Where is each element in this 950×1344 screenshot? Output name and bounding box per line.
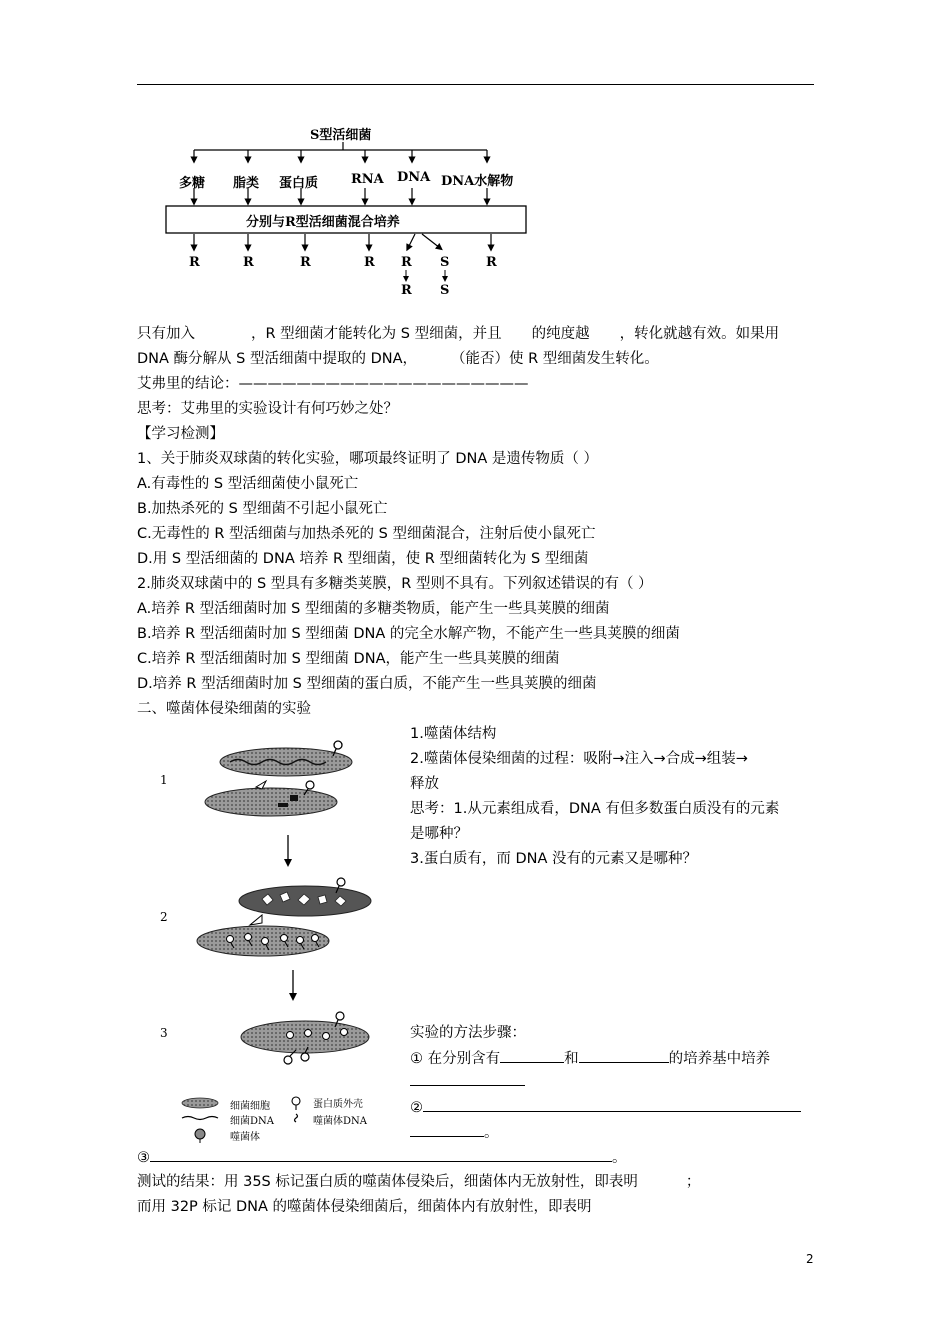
page-number: 2 <box>806 1252 814 1266</box>
legend-phage: 噬菌体 <box>230 1132 260 1143</box>
phage-structure-heading: 1.噬菌体结构 <box>410 726 497 742</box>
component-dna: DNA <box>397 170 431 185</box>
component-polysaccharide: 多糖 <box>179 176 206 191</box>
blank-field[interactable] <box>423 1096 801 1112</box>
legend-protein-coat: 蛋白质外壳 <box>313 1099 363 1110</box>
section2-heading: 二、噬菌体侵染细菌的实验 <box>137 701 311 717</box>
component-dna-hydrolysate: DNA水解物 <box>441 174 514 189</box>
result-label: R <box>243 255 254 270</box>
q2-stem: 2.肺炎双球菌中的 S 型具有多糖类荚膜，R 型则不具有。下列叙述错误的有（ ） <box>137 576 653 592</box>
protein-element-question: 3.蛋白质有，而 DNA 没有的元素又是哪种？ <box>410 851 697 867</box>
result-32p: 而用 32P 标记 DNA 的噬菌体侵染细菌后，细菌体内有放射性，即表明 <box>137 1199 592 1215</box>
result-label: S <box>440 283 450 298</box>
result-label: R <box>401 283 412 298</box>
component-lipid: 脂类 <box>233 176 260 191</box>
q1-stem: 1、关于肺炎双球菌的转化实验，哪项最终证明了 DNA 是遗传物质（ ） <box>137 451 598 467</box>
result-label: R <box>486 255 497 270</box>
result-35s: 测试的结果：用 35S 标记蛋白质的噬菌体侵染后，细菌体内无放射性，即表明 ； <box>137 1174 701 1190</box>
stage-number: 2 <box>160 910 168 924</box>
process-label: 分别与R型活细菌混合培养 <box>246 215 400 230</box>
component-protein: 蛋白质 <box>279 176 319 191</box>
blank-field[interactable] <box>150 1146 612 1162</box>
stage-number: 1 <box>160 773 168 787</box>
think-question: 思考：艾弗里的实验设计有何巧妙之处？ <box>137 401 398 417</box>
result-label: R <box>300 255 311 270</box>
result-label: R <box>401 255 412 270</box>
q1-option-c: C.无毒性的 R 型活细菌与加热杀死的 S 型细菌混合，注射后使小鼠死亡 <box>137 526 596 542</box>
method-step-3: ③ 。 <box>137 1146 627 1169</box>
infection-process-cont: 释放 <box>410 776 439 792</box>
q2-option-c: C.培养 R 型活细菌时加 S 型细菌 DNA，能产生一些具荚膜的细菌 <box>137 651 560 667</box>
method-step-2-cont: 。 <box>410 1121 499 1144</box>
avery-conclusion: 艾弗里的结论：———————————————————— <box>137 376 529 392</box>
q2-option-d: D.培养 R 型活细菌时加 S 型细菌的蛋白质，不能产生一些具荚膜的细菌 <box>137 676 597 692</box>
result-label: R <box>189 255 200 270</box>
method-step-1-cont <box>410 1070 525 1093</box>
method-title: 实验的方法步骤： <box>410 1025 526 1041</box>
component-rna: RNA <box>351 172 384 187</box>
legend-phage-dna: 噬菌体DNA <box>313 1116 367 1127</box>
q2-option-b: B.培养 R 型活细菌时加 S 型细菌 DNA 的完全水解产物，不能产生一些具荚膜的细菌 <box>137 626 680 642</box>
result-label: S <box>440 255 450 270</box>
paragraph-dnase: DNA 酶分解从 S 型活细菌中提取的 DNA， （能否）使 R 型细菌发生转化。 <box>137 351 659 367</box>
header-rule <box>137 84 814 85</box>
paragraph-transformation: 只有加入 ，R 型细菌才能转化为 S 型细菌，并且 的纯度越 ，转化就越有效。如果用 <box>137 326 780 342</box>
legend-bacterial-cell: 细菌细胞 <box>230 1101 270 1112</box>
blank-field[interactable] <box>500 1047 564 1063</box>
legend-bacterial-dna: 细菌DNA <box>230 1116 274 1127</box>
result-label: R <box>364 255 375 270</box>
blank-field[interactable] <box>410 1121 484 1137</box>
diagram-source-label: S型活细菌 <box>310 128 372 143</box>
stage-number: 3 <box>160 1026 168 1040</box>
q1-option-a: A.有毒性的 S 型活细菌使小鼠死亡 <box>137 476 359 492</box>
method-step-2: ② <box>410 1096 801 1119</box>
blank-field[interactable] <box>410 1070 525 1086</box>
think-element: 思考：1.从元素组成看，DNA 有但多数蛋白质没有的元素 <box>410 801 780 817</box>
q2-option-a: A.培养 R 型活细菌时加 S 型细菌的多糖类物质，能产生一些具荚膜的细菌 <box>137 601 610 617</box>
think-element-cont: 是哪种？ <box>410 826 468 842</box>
blank-field[interactable] <box>579 1047 669 1063</box>
q1-option-b: B.加热杀死的 S 型细菌不引起小鼠死亡 <box>137 501 388 517</box>
infection-process: 2.噬菌体侵染细菌的过程：吸附→注入→合成→组装→ <box>410 751 748 767</box>
method-step-1: ① 在分别含有 和 的培养基中培养 <box>410 1047 770 1070</box>
q1-option-d: D.用 S 型活细菌的 DNA 培养 R 型细菌，使 R 型细菌转化为 S 型细菌 <box>137 551 589 567</box>
phage-infection-illustration <box>150 735 395 1145</box>
section-test-heading: 【学习检测】 <box>137 426 224 442</box>
